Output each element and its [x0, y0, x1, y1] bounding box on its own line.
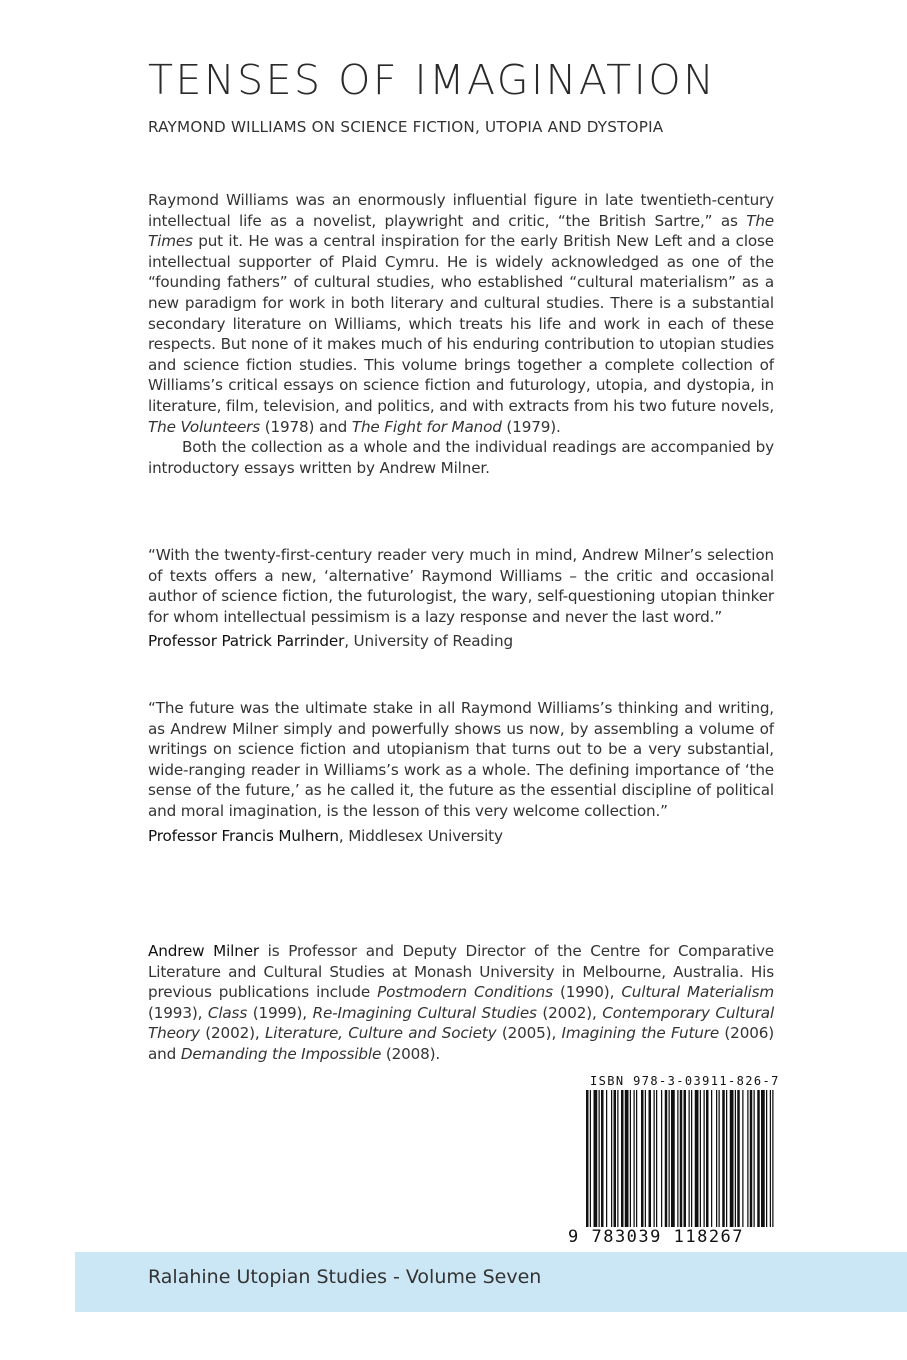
barcode-bar — [700, 1090, 701, 1232]
series-label: Ralahine Utopian Studies - Volume Seven — [148, 1266, 542, 1288]
title-fight-for-manod: The Fight for Manod — [351, 417, 502, 436]
text-run: (2002), — [199, 1024, 265, 1043]
review-quote-1 — [148, 545, 774, 652]
barcode-bar — [617, 1090, 618, 1232]
barcode-bar — [754, 1090, 755, 1232]
barcode-bar — [677, 1090, 678, 1232]
quote-text: “With the twenty-first-century reader very much in mind, Andrew Milner’s selection of texts offers a new, ‘alternative’ Raymond Williams – the critic and occasional author of science fiction, the futurologist, the wary, self-questioning utopian thinker for whom intellectual pessimism is a lazy response and never the last word.” — [148, 546, 774, 626]
barcode-bar — [656, 1090, 657, 1232]
barcode-bar — [766, 1090, 767, 1232]
barcode-bar — [594, 1090, 598, 1232]
barcode-bar — [747, 1090, 748, 1232]
barcode-bar — [669, 1090, 670, 1232]
barcode-bar — [742, 1090, 743, 1232]
barcode-bar — [614, 1090, 617, 1232]
barcode-bar — [625, 1090, 629, 1232]
barcode-bar — [661, 1090, 662, 1232]
author-bio — [148, 941, 774, 1065]
book-title-ref: Imagining the Future — [561, 1024, 720, 1043]
barcode-bar — [730, 1090, 734, 1232]
barcode-bar — [630, 1090, 631, 1232]
barcode-bar — [716, 1090, 717, 1232]
barcode-bar — [671, 1090, 675, 1232]
book-title-ref: Literature, Culture and Society — [264, 1024, 497, 1043]
text-run: put it. He was a central inspiration for the early British New Left and a close intellectual supporter of Plaid Cymru. He is widely acknowledged as one of the “founding fathers” of cultural studies, who established “cultural materialism” as a new paradigm for work in both literary and cultural studies. There is a substantial secondary literature on Williams, which treats his life and work in each of these respects. But none of it makes much of his enduring contribution to utopian studies and science fiction studies. This volume brings together a complete collection of Williams’s critical essays on science fiction and futurology, utopia, and dystopia, in literature, film, television, and politics, and with extracts from his two future novels, — [148, 232, 774, 415]
barcode-bar — [634, 1090, 635, 1232]
quote-author: Professor Patrick Parrinder — [148, 632, 345, 651]
barcode-bar — [750, 1090, 753, 1232]
review-quote-2 — [148, 698, 774, 846]
quote-attribution — [148, 826, 774, 847]
barcode-number: 9 783039 118267 — [568, 1227, 780, 1247]
text-run: Raymond Williams was an enormously influential figure in late twentieth-century intellectual life as a novelist, playwright and critic, “the British Sartre,” as — [148, 191, 774, 230]
quote-affiliation: , University of Reading — [344, 632, 513, 651]
barcode-bar — [770, 1090, 771, 1232]
barcode-bar — [645, 1090, 646, 1232]
quote-text: “The future was the ultimate stake in all Raymond Williams’s thinking and writing, as Andrew Milner simply and powerfully shows us now, by assembling a volume of writings on science fiction and utopianism that turns out to be a very substantial, wide-ranging reader in Williams’s work as a whole. The defining importance of ‘the sense of the future,’ as he called it, the future as the essential discipline of political and moral imagination, is the lesson of this very welcome collection.” — [148, 699, 774, 820]
barcode-bar — [586, 1090, 589, 1232]
barcode-bar — [772, 1090, 773, 1232]
barcode-bar — [636, 1090, 637, 1232]
barcode-bar — [735, 1090, 736, 1232]
book-title-ref: Postmodern Conditions — [377, 983, 553, 1002]
barcode-bar — [684, 1090, 687, 1232]
barcode-bar — [757, 1090, 760, 1232]
barcode-image — [586, 1090, 776, 1232]
book-title-ref: Class — [207, 1003, 248, 1022]
title-the-volunteers: The Volunteers — [148, 417, 261, 436]
book-title: TENSES OF IMAGINATION — [148, 56, 717, 104]
barcode-bar — [737, 1090, 740, 1232]
barcode-bar — [641, 1090, 644, 1232]
description-paragraph-2: Both the collection as a whole and the individual readings are accompanied by introductory essays written by Andrew Milner. — [148, 438, 774, 477]
barcode-bar — [719, 1090, 720, 1232]
text-run: (1999), — [247, 1003, 313, 1022]
barcode-bar — [611, 1090, 612, 1232]
text-run: (1978) and — [260, 417, 352, 436]
barcode-bar — [691, 1090, 692, 1232]
text-run: (1979). — [501, 417, 561, 436]
barcode-bar — [726, 1090, 727, 1232]
description-paragraph-1 — [148, 190, 774, 437]
barcode-bar — [606, 1090, 607, 1232]
barcode-bar — [689, 1090, 690, 1232]
barcode-bar — [761, 1090, 765, 1232]
title-the-times: The Times — [148, 211, 774, 251]
book-title-ref: Contemporary Cultural Theory — [148, 1003, 775, 1043]
text-run: (2002), — [536, 1003, 603, 1022]
text-run: is Professor and Deputy Director of the Centre for Comparative Literature and Cultural Studies at Monash University in Melbourne, Australia. His previous publications include — [148, 942, 774, 1002]
barcode-bar — [601, 1090, 604, 1232]
book-title-ref: Re-Imagining Cultural Studies — [312, 1003, 537, 1022]
quote-affiliation: , Middlesex University — [338, 826, 503, 845]
barcode-bar — [590, 1090, 591, 1232]
quote-author: Professor Francis Mulhern — [148, 826, 339, 845]
barcode-bar — [722, 1090, 725, 1232]
text-run: (2008). — [381, 1044, 441, 1063]
quote-attribution — [148, 631, 774, 652]
barcode-bar — [654, 1090, 655, 1232]
barcode-bar — [695, 1090, 699, 1232]
barcode-bar — [649, 1090, 652, 1232]
book-title-ref: Cultural Materialism — [621, 983, 775, 1002]
author-name: Andrew Milner — [148, 942, 259, 960]
author-bio-text — [148, 941, 774, 1065]
text-run: (2006) and — [148, 1024, 775, 1063]
description-block — [148, 190, 774, 478]
text-run: (1993), — [148, 1003, 208, 1022]
barcode-bar — [704, 1090, 705, 1232]
book-subtitle: RAYMOND WILLIAMS ON SCIENCE FICTION, UTOPIA AND DYSTOPIA — [148, 118, 664, 136]
barcode-bar — [711, 1090, 712, 1232]
book-title-ref: Demanding the Impossible — [180, 1044, 382, 1063]
text-run: (2005), — [496, 1024, 562, 1043]
barcode-bar — [706, 1090, 709, 1232]
barcode-bar — [665, 1090, 668, 1232]
barcode-bar — [599, 1090, 600, 1232]
barcode-bar — [621, 1090, 624, 1232]
isbn-label: ISBN 978-3-03911-826-7 — [590, 1074, 780, 1088]
text-run: (1990), — [552, 983, 622, 1002]
barcode-bar — [680, 1090, 683, 1232]
